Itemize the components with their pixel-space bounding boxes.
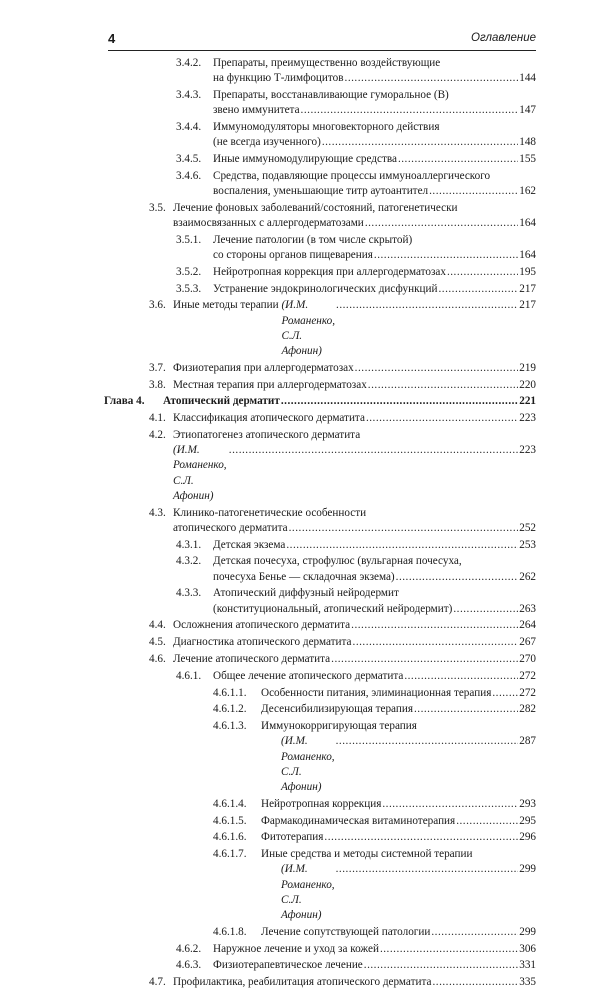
toc-entry-number: 3.6. <box>149 299 166 312</box>
toc-page-number: 195 <box>519 265 536 278</box>
toc-page-number: 299 <box>519 863 536 876</box>
dot-leader <box>301 103 519 118</box>
toc-page-number: 306 <box>519 942 536 955</box>
toc-entry-title: Детская экзема <box>213 538 286 551</box>
toc-entry-title: Этиопатогенез атопического дерматита <box>173 428 361 441</box>
toc-entry-title: Фармакодинамическая витаминотерапия <box>261 814 456 827</box>
dot-leader <box>429 184 518 199</box>
toc-entry-number: 4.4. <box>149 619 166 632</box>
dot-leader <box>365 216 518 231</box>
toc-entry <box>0 506 600 536</box>
toc-entry-number: 4.6.3. <box>176 959 202 972</box>
dot-leader <box>447 265 518 280</box>
toc-page-number: 272 <box>519 686 536 699</box>
toc-entry-title: Лечение фоновых заболеваний/состояний, патогенетически <box>173 201 458 214</box>
toc-entry-number: 4.7. <box>149 976 166 989</box>
toc-entry-title: Общее лечение атопического дерматита <box>213 669 404 682</box>
toc-entry <box>0 586 600 616</box>
toc-entry <box>0 361 600 376</box>
toc-page-number: 264 <box>519 619 536 632</box>
toc-entry-title: Лечение патологии (в том числе скрытой) <box>213 233 413 246</box>
toc-page-number: 162 <box>519 185 536 197</box>
toc-entry-title: Иммунокорригирующая терапия <box>261 720 417 733</box>
dot-leader <box>396 570 519 585</box>
toc-entry <box>0 686 600 701</box>
toc-page-number: 217 <box>519 299 536 312</box>
toc-entry-title: Детская почесуха, строфулюс (вульгарная почесуха, <box>213 555 462 568</box>
toc-entry-number: 3.4.3. <box>176 89 202 101</box>
toc-entry-title: Физиотерапевтическое лечение <box>213 959 363 972</box>
page-header <box>108 30 536 51</box>
toc-entry-title: Нейротропная коррекция <box>261 797 382 810</box>
toc-entry-number: 3.7. <box>149 361 166 374</box>
toc-entry-number: 4.6.1.5. <box>213 814 247 827</box>
toc-entry-title: Лечение атопического дерматита <box>173 652 331 665</box>
toc-entry <box>0 942 600 957</box>
toc-page-number: 220 <box>519 378 536 391</box>
dot-leader <box>336 862 519 877</box>
toc-page-number: 164 <box>519 217 536 229</box>
toc-entry <box>0 120 600 150</box>
toc-entry <box>0 847 600 923</box>
toc-entry <box>0 265 600 280</box>
toc-entry-title: взаимосвязанных с аллергодерматозами <box>173 217 364 229</box>
dot-leader <box>281 394 518 409</box>
toc-entry <box>0 925 600 940</box>
toc-entry-number: 4.6.1.6. <box>213 831 247 844</box>
toc-entry-title: Профилактика, реабилитация атопического дерматита <box>173 976 432 989</box>
toc-page-number: 223 <box>519 412 536 425</box>
toc-entry-title: Атопический диффузный нейродермит <box>213 587 399 600</box>
toc-entry-title: атопического дерматита <box>173 521 288 534</box>
dot-leader <box>432 975 518 990</box>
toc-entry <box>0 652 600 667</box>
toc-page-number: 263 <box>519 602 536 615</box>
toc-page-number: 282 <box>519 703 536 716</box>
toc-entry-title: Классификация атопического дерматита <box>173 412 365 425</box>
toc-page-number: 155 <box>519 153 536 165</box>
toc-page-number: 296 <box>519 831 536 844</box>
dot-leader <box>414 702 518 717</box>
toc-page-number: 293 <box>519 797 536 810</box>
toc-page-number: 217 <box>519 282 536 295</box>
toc-entry <box>0 814 600 829</box>
toc-entry <box>0 201 600 231</box>
toc-entry <box>0 169 600 199</box>
toc-page-number: 270 <box>519 652 536 665</box>
dot-leader <box>324 830 518 845</box>
toc-entry-number: 4.3.3. <box>176 587 202 600</box>
toc-entry-title: Нейротропная коррекция при аллергодерматозах <box>213 265 446 278</box>
toc-entry <box>0 428 600 504</box>
toc-entry <box>0 233 600 263</box>
toc-entry-number: 3.4.2. <box>176 57 202 69</box>
toc-entry-title: Лечение сопутствующей патологии <box>261 925 431 938</box>
toc-entry-title: Фитотерапия <box>261 831 324 844</box>
toc-entry-number: 4.6.1.2. <box>213 703 247 716</box>
toc-entry-number: 4.6.1.4. <box>213 797 247 810</box>
dot-leader <box>364 958 518 973</box>
toc-entry <box>0 702 600 717</box>
page-number: 4 <box>108 31 116 46</box>
toc-page-number: 331 <box>519 959 536 972</box>
toc-entry-title: Диагностика атопического дерматита <box>173 636 352 649</box>
toc-entry-title: Клинико-патогенетические особенности <box>173 506 367 519</box>
dot-leader <box>336 298 518 313</box>
toc-entry-title: Иные средства и методы системной терапии <box>261 848 473 861</box>
dot-leader <box>345 71 519 86</box>
toc-page-number: 144 <box>519 72 536 85</box>
toc-entry-title: Местная терапия при аллергодерматозах <box>173 378 367 391</box>
toc-entry-authors: (И.М. Романенко, С.Л. Афонин) <box>281 299 336 357</box>
toc-page-number: 221 <box>519 395 536 408</box>
toc-page-number: 253 <box>519 538 536 551</box>
toc-chapter <box>0 394 600 409</box>
toc-entry-number: 4.6.1.8. <box>213 925 247 938</box>
toc-entry <box>0 538 600 553</box>
toc-entry-number: 3.4.6. <box>176 169 202 182</box>
dot-leader <box>286 538 518 553</box>
toc-entry-title: Средства, подавляющие процессы иммуноаллергического <box>213 169 491 182</box>
toc-entry <box>0 618 600 633</box>
toc-entry-number: 4.6.1. <box>176 669 202 682</box>
toc-entry-number: 3.5.3. <box>176 282 202 295</box>
toc-page-number: 252 <box>519 521 536 534</box>
toc-entry-title: Физиотерапия при аллергодерматозах <box>173 361 354 374</box>
dot-leader <box>353 635 519 650</box>
toc-entry-number: 4.6.1.7. <box>213 848 247 861</box>
toc-entry <box>0 975 600 990</box>
toc-entry-title: воспаления, уменьшающие титр аутоантител <box>213 185 429 197</box>
dot-leader <box>456 814 518 829</box>
toc-entry-title: со стороны органов пищеварения <box>213 249 373 261</box>
toc-entry <box>0 56 600 86</box>
toc-entry-title: (конституциональный, атопический нейродермит) <box>213 602 453 615</box>
toc-entry-number: 3.5.2. <box>176 265 202 278</box>
toc-entry-number: 4.5. <box>149 636 166 649</box>
dot-leader <box>229 443 518 458</box>
toc-entry <box>0 298 600 359</box>
toc-entry-number: 4.3.2. <box>176 555 202 568</box>
dot-leader <box>289 521 519 536</box>
toc-entry-number: 4.2. <box>149 428 166 441</box>
dot-leader <box>404 669 518 684</box>
dot-leader <box>382 797 518 812</box>
toc-entry-number: 3.5.1. <box>176 233 202 246</box>
toc-entry-number: 4.3.1. <box>176 538 202 551</box>
toc-page-number: 223 <box>519 444 536 457</box>
toc-entry <box>0 669 600 684</box>
toc-entry-number: 4.6.1.3. <box>213 720 247 733</box>
toc-entry <box>0 797 600 812</box>
toc-entry-title: Десенсибилизирующая терапия <box>261 703 413 716</box>
toc-page-number: 272 <box>519 669 536 682</box>
toc-entry-number: 4.6.1.1. <box>213 686 247 699</box>
dot-leader <box>366 411 518 426</box>
toc-entry <box>0 830 600 845</box>
toc-entry-title: Иные методы терапии <box>173 299 279 312</box>
dot-leader <box>431 925 518 940</box>
toc-entry-number: 3.5. <box>149 201 166 214</box>
toc-page-number: 148 <box>519 136 536 149</box>
dot-leader <box>368 378 518 393</box>
toc-entry-authors: (И.М. Романенко, С.Л. Афонин) <box>173 444 227 502</box>
toc-entry-title: Устранение эндокринологических дисфункций <box>213 282 438 295</box>
toc-entry-title: Препараты, преимущественно воздействующие <box>213 57 441 69</box>
dot-leader <box>355 361 519 376</box>
toc-entry-authors: (И.М. Романенко, С.Л. Афонин) <box>281 735 335 793</box>
toc-page-number: 147 <box>519 104 536 117</box>
toc-entry-number: 3.4.5. <box>176 153 202 165</box>
toc-page-number: 219 <box>519 361 536 374</box>
toc-entry <box>0 378 600 393</box>
toc-entry-number: 4.3. <box>149 506 166 519</box>
toc-entry-number: 4.6. <box>149 652 166 665</box>
toc-entry-title: почесуха Бенье — складочная экзема) <box>213 570 395 583</box>
toc-entry <box>0 152 600 167</box>
dot-leader <box>374 248 518 263</box>
toc-entry-title: на функцию Т-лимфоцитов <box>213 72 344 85</box>
toc-entry <box>0 282 600 297</box>
toc-entry-title: Особенности питания, элиминационная терапия <box>261 686 492 699</box>
toc-entry-title: (не всегда изученного) <box>213 136 321 149</box>
toc-entry-number: 4.1. <box>149 412 166 425</box>
dot-leader <box>351 618 518 633</box>
toc-entry-title: звено иммунитета <box>213 104 300 117</box>
toc-page-number: 335 <box>519 976 536 989</box>
dot-leader <box>331 652 518 667</box>
toc-page-number: 299 <box>519 925 536 938</box>
toc-entry-title: Иммуномодуляторы многовекторного действия <box>213 121 440 133</box>
toc-entry-authors: (И.М. Романенко, С.Л. Афонин) <box>281 863 335 921</box>
toc-entry-number: 4.6.2. <box>176 942 202 955</box>
toc-entry <box>0 554 600 584</box>
toc-entry-title: Иные иммуномодулирующие средства <box>213 153 397 165</box>
toc-page-number: 164 <box>519 249 536 261</box>
dot-leader <box>438 282 518 297</box>
toc-page-number: 287 <box>519 735 536 748</box>
dot-leader <box>453 602 518 617</box>
toc-entry-title: Препараты, восстанавливающие гуморальное (В) <box>213 89 449 101</box>
dot-leader <box>398 152 518 167</box>
dot-leader <box>336 734 519 749</box>
dot-leader <box>380 942 518 957</box>
running-title: Оглавление <box>471 32 536 44</box>
toc-entry-title: Атопический дерматит <box>163 395 280 408</box>
toc-page-number: 267 <box>519 636 536 649</box>
toc-entry <box>0 635 600 650</box>
toc-entry-title: Осложнения атопического дерматита <box>173 619 351 632</box>
toc-page-number: 295 <box>519 814 536 827</box>
toc-entry-number: 3.4.4. <box>176 121 202 133</box>
toc-entry-number: 3.8. <box>149 378 166 391</box>
dot-leader <box>492 686 518 701</box>
toc-entry-title: Наружное лечение и уход за кожей <box>213 942 379 955</box>
toc-entry <box>0 88 600 118</box>
toc-entry <box>0 411 600 426</box>
toc-entry <box>0 958 600 973</box>
dot-leader <box>322 135 518 150</box>
toc-entry-number: Глава 4. <box>104 395 145 408</box>
toc-entry <box>0 719 600 795</box>
toc-page-number: 262 <box>519 570 536 583</box>
table-of-contents <box>0 56 600 992</box>
